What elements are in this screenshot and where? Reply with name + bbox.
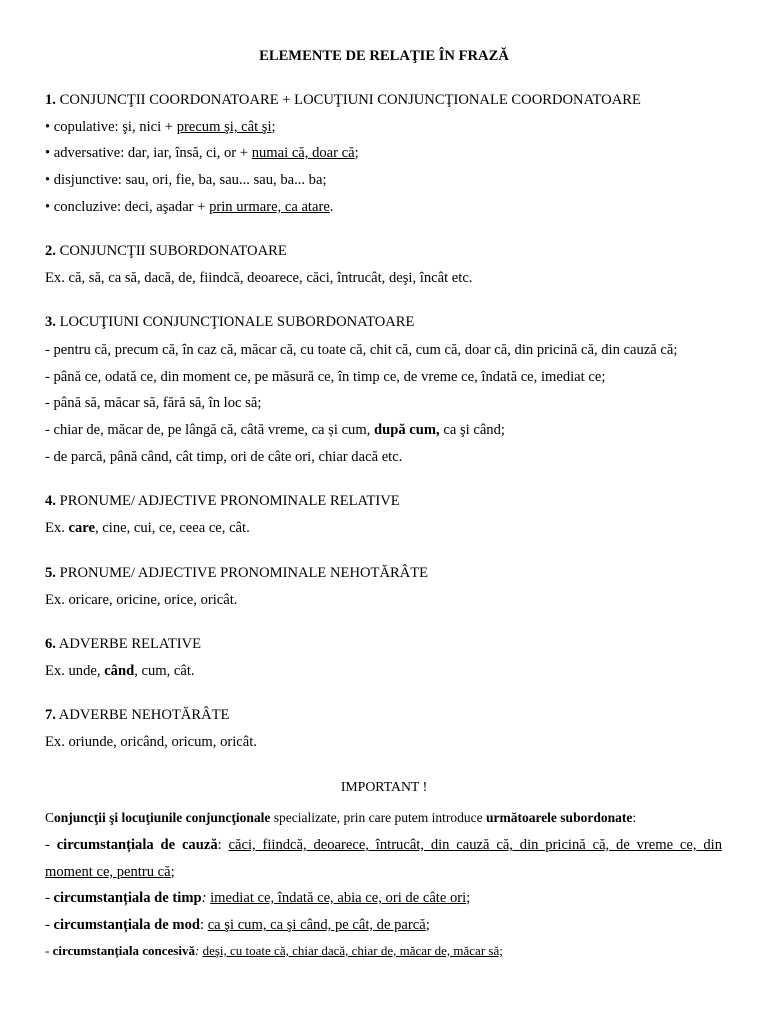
dash: -	[45, 837, 57, 853]
example-line: Ex. că, să, ca să, dacă, de, fiindcă, deoarece, căci, întrucât, deşi, încât etc.	[45, 270, 473, 286]
item-text: Ex. unde,	[45, 663, 105, 679]
rule-cauza-continued	[45, 863, 175, 881]
section-title: ADVERBE NEHOTĂRÂTE	[55, 707, 230, 723]
section-heading-2	[45, 242, 287, 260]
item-text-end: ca şi când;	[439, 422, 505, 438]
item-text-end: .	[329, 199, 334, 215]
bold-text: după cum,	[374, 422, 440, 438]
list-item	[45, 118, 276, 136]
example-line: Ex. oricare, oricine, orice, oricât.	[45, 592, 238, 608]
rule-name: circumstanțiala de mod	[53, 917, 200, 933]
intro-text: :	[632, 810, 637, 825]
underlined-text: deşi, cu toate că, chiar dacă, chiar de, măcar de, măcar să;	[202, 943, 503, 958]
intro-text: specializate, prin care putem introduce	[270, 810, 486, 825]
section-title: PRONUME/ ADJECTIVE PRONOMINALE NEHOTĂRÂTE	[55, 565, 429, 581]
item-text: Ex.	[45, 520, 69, 536]
rule-timp	[45, 889, 470, 907]
separator: :	[200, 917, 208, 933]
underlined-text: ca şi cum, ca şi când, pe cât, de parcă	[207, 917, 426, 933]
section-number: 3.	[45, 314, 56, 330]
rule-mod	[45, 916, 430, 934]
item-text-end: , cum, cât.	[134, 663, 195, 679]
underlined-text: moment ce, pentru că	[45, 864, 171, 880]
section-heading-7	[45, 706, 229, 724]
item-text-end: ;	[466, 890, 471, 906]
list-item: - până ce, odată ce, din moment ce, pe măsură ce, în timp ce, de vreme ce, îndată ce, imediat ce;	[45, 369, 606, 385]
rule-name: circumstanțiala concesivă	[52, 943, 195, 958]
item-text-end: ;	[425, 917, 430, 933]
item-text: • disjunctive: sau, ori, fie, ba, sau... sau, ba... ba;	[45, 172, 327, 188]
example-line: Ex. oriunde, oricând, oricum, oricât.	[45, 734, 257, 750]
list-item: - pentru că, precum că, în caz că, măcar că, cu toate că, chit că, cum că, doar că, din pricină că, din cauză că;	[45, 342, 678, 358]
item-text-end: , cine, cui, ce, ceea ce, cât.	[94, 520, 250, 536]
section-heading-5	[45, 564, 428, 582]
item-text-end: ;	[271, 119, 276, 135]
dash: -	[45, 943, 53, 958]
underlined-text: prin urmare, ca atare	[209, 199, 330, 215]
bold-text: onjuncţii şi locuţiunile conjuncţionale	[54, 810, 271, 825]
dash: -	[45, 890, 54, 906]
item-text-end: ;	[170, 864, 175, 880]
item-text: • copulative: şi, nici +	[45, 119, 177, 135]
section-heading-3	[45, 313, 414, 331]
section-number: 1.	[45, 92, 56, 108]
section-title: ADVERBE RELATIVE	[55, 636, 202, 652]
underlined-text: căci, fiindcă, deoarece, întrucât, din cauză că, din pricină că, de vreme ce, din	[228, 837, 722, 853]
underlined-text: numai că, doar că	[251, 145, 355, 161]
list-item	[45, 198, 333, 216]
separator: :	[217, 837, 229, 853]
list-item	[45, 421, 505, 439]
section-heading-4	[45, 492, 400, 510]
rule-concesiva	[45, 942, 503, 960]
item-text: - chiar de, măcar de, pe lângă că, câtă vreme, ca și cum,	[45, 422, 374, 438]
example-line	[45, 519, 250, 537]
list-item	[45, 144, 359, 162]
example-line	[45, 662, 195, 680]
list-item: - până să, măcar să, fără să, în loc să;	[45, 395, 262, 411]
section-heading-1	[45, 91, 641, 109]
separator: :	[201, 890, 211, 906]
item-text: • concluzive: deci, aşadar +	[45, 199, 210, 215]
rule-cauza	[45, 836, 722, 854]
section-number: 7.	[45, 707, 56, 723]
separator: :	[194, 943, 203, 958]
bold-text: următoarele subordonate	[485, 810, 633, 825]
section-heading-6	[45, 635, 201, 653]
item-text-end: ;	[354, 145, 359, 161]
document-title: ELEMENTE DE RELAŢIE ÎN FRAZĂ	[259, 48, 509, 64]
section-title: CONJUNCŢII SUBORDONATOARE	[55, 243, 287, 259]
dash: -	[45, 917, 54, 933]
section-number: 6.	[45, 636, 56, 652]
underlined-text: imediat ce, îndată ce, abia ce, ori de câte ori	[210, 890, 467, 906]
item-text: • adversative: dar, iar, însă, ci, or +	[45, 145, 252, 161]
rule-name: circumstanțiala de cauză	[56, 837, 218, 853]
section-title: CONJUNCŢII COORDONATOARE + LOCUŢIUNI CONJUNCŢIONALE COORDONATOARE	[55, 92, 641, 108]
list-item: - de parcă, până când, cât timp, ori de câte ori, chiar dacă etc.	[45, 449, 403, 465]
section-title: LOCUŢIUNI CONJUNCŢIONALE SUBORDONATOARE	[55, 314, 415, 330]
important-label: IMPORTANT !	[340, 779, 428, 794]
list-item	[45, 171, 327, 189]
section-number: 5.	[45, 565, 56, 581]
intro-text: C	[45, 810, 55, 825]
bold-text: când	[104, 663, 135, 679]
rule-name: circumstanțiala de timp	[53, 890, 202, 906]
underlined-text: precum şi, cât şi	[176, 119, 272, 135]
section-title: PRONUME/ ADJECTIVE PRONOMINALE RELATIVE	[55, 493, 400, 509]
section-number: 4.	[45, 493, 56, 509]
section-number: 2.	[45, 243, 56, 259]
important-intro	[45, 809, 636, 827]
bold-text: care	[68, 520, 95, 536]
